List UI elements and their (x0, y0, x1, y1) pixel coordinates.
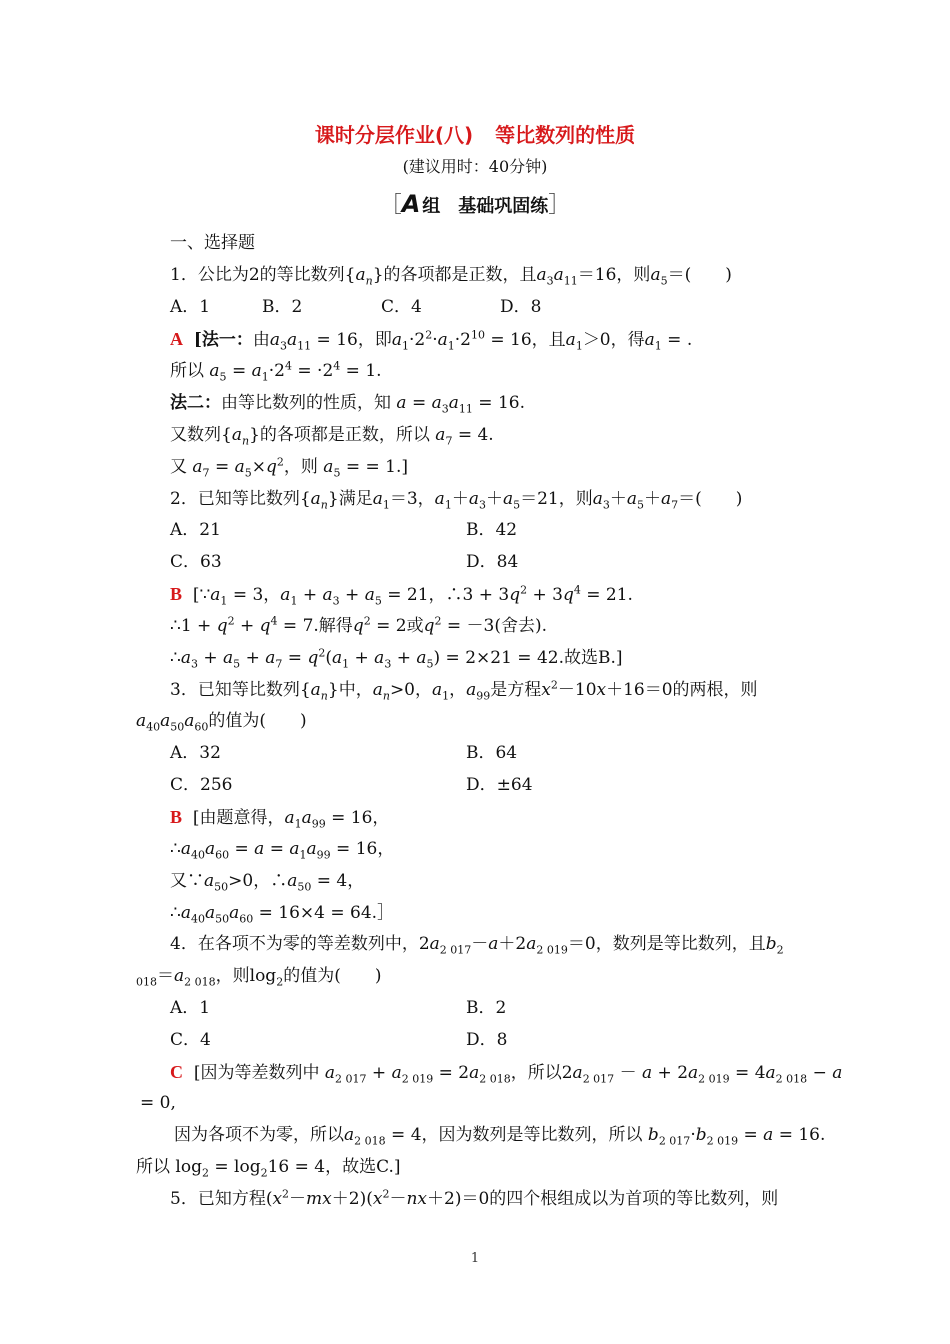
q2-option-b: B．42 (466, 520, 518, 540)
q4-option-b: B．2 (466, 998, 507, 1018)
question-2: 2．已知等比数列$\{a_n\}$满足$a_1=3$，$a_1+a_3+a_5=21$，则$a_3+a_5+a_7=$( ) (170, 489, 743, 512)
q3-solution-line4: $\therefore a_{40}a_{50}a_{60} = 16\times 4$ = 64.］ (170, 903, 395, 926)
question-1: 1．公比为2的等比数列$\{a_n\}$的各项都是正数，且$a_3a_{11}=16$，则$a_5=$( ) (170, 265, 732, 288)
q3-option-a: A．32 (170, 743, 221, 763)
q3-solution-line3: 又$\because a_{50}>0$，$\therefore a_{50} = 4$， (170, 871, 365, 894)
question-3-line2: $a_{40}a_{50}a_{60}$的值为( ) (136, 711, 307, 734)
q4-solution-line1-cont: = 0, (140, 1093, 176, 1113)
q1-solution-line3: 法二：由等比数列的性质，知 $a = a_3a_{11} = 16$. (170, 393, 525, 416)
q2-solution-line3: $\therefore a_3 + a_5 + a_7 = q^2(a_1 + a_3 + a_5) = 2\times 21 = 42$.故选B.] (170, 646, 623, 671)
question-4-line2: $_{018}=a_{2 018}$，则$\log_2$的值为( ) (136, 966, 382, 989)
q1-option-a: A．1 (170, 297, 211, 317)
q1-option-d: D．8 (500, 297, 542, 317)
q2-option-a: A．21 (170, 520, 221, 540)
q4-option-a: A．1 (170, 998, 211, 1018)
q4-option-d: D．8 (466, 1030, 508, 1050)
suggested-time: (建议用时：40分钟) (402, 157, 548, 176)
q4-option-c: C．4 (170, 1030, 211, 1050)
question-3: 3．已知等比数列$\{a_n\}$中，$a_n>0$，$a_1$，$a_{99}$是方程$x^2-10x+16=0$的两根，则 (170, 678, 758, 703)
q1-solution-line2: 所以 $a_5 = a_1\cdot 2^4 = \cdot 2^4 = 1$. (170, 359, 382, 384)
q1-solution-line4: 又数列$\{a_n\}$的各项都是正数，所以 $a_7 = 4$. (170, 425, 494, 448)
q3-answer: B (170, 807, 183, 827)
q1-solution-line1: A [法一：由$a_3a_{11} = 16$，即$a_1\cdot 2^2\cdot a_1\cdot 2^{10} = 16$，且$a_1>0$，得$a_1$ = . (170, 328, 693, 353)
page-number: 1 (470, 1251, 480, 1266)
question-5: 5．已知方程$(x^2-mx+2)(x^2-nx+2)=0$的四个根组成以为首项的等比数列，则 (170, 1187, 779, 1209)
q1-option-b: B．2 (262, 297, 303, 317)
q3-solution-line2: $\therefore a_{40}a_{60} = a = a_1a_{99} = 16$， (170, 839, 395, 862)
q3-option-d: D．±64 (466, 775, 533, 795)
q3-option-b: B．64 (466, 743, 518, 763)
q2-option-c: C．63 (170, 552, 222, 572)
q2-answer: B (170, 584, 183, 604)
section-heading: 一、选择题 (170, 233, 255, 253)
q1-solution-line5: 又 $a_7 = a_5\times q^2$，则 $a_5$ = = 1.] (170, 455, 408, 480)
q3-option-c: C．256 (170, 775, 233, 795)
q4-answer: C (170, 1062, 183, 1082)
q1-answer: A (170, 329, 183, 349)
q2-solution-line2: ∴1 + $q^2 + q^4 = 7$.解得$q^2 = 2$或$q^2 = -3$(舍去). (170, 614, 548, 636)
q2-solution-line1: B [$\because a_1 = 3$，$a_1 + a_3 + a_5 = 21$，∴3 + $3q^2 + 3q^4 = 21$. (170, 583, 633, 608)
q4-solution-line2: 因为各项不为零，所以$a_{2 018} = 4$，因为数列是等比数列，所以 $b_{2 017}\cdot b_{2 019} = a = 16$. (174, 1125, 826, 1148)
q2-option-d: D．84 (466, 552, 519, 572)
page-title: 课时分层作业(八) 等比数列的性质 (314, 123, 636, 147)
q1-option-c: C．4 (381, 297, 422, 317)
q4-solution-line1: C [因为等差数列中 $a_{2 017} + a_{2 019} = 2a_{2 018}$，所以$2a_{2 017} - a + 2a_{2 019} = 4a_{2 018} - a$ (170, 1062, 843, 1086)
q3-solution-line1: B [由题意得，$a_1a_{99} = 16$， (170, 807, 390, 831)
q4-solution-line3: 所以 $\log_2 = \log_216 = 4$，故选C.] (136, 1157, 401, 1180)
group-heading: ［A 组 基础巩固练］ (379, 190, 571, 218)
question-4: 4．在各项不为零的等差数列中，$2a_{2 017}-a+2a_{2 019}=0$，数列是等比数列，且$b_2$ (170, 934, 784, 957)
